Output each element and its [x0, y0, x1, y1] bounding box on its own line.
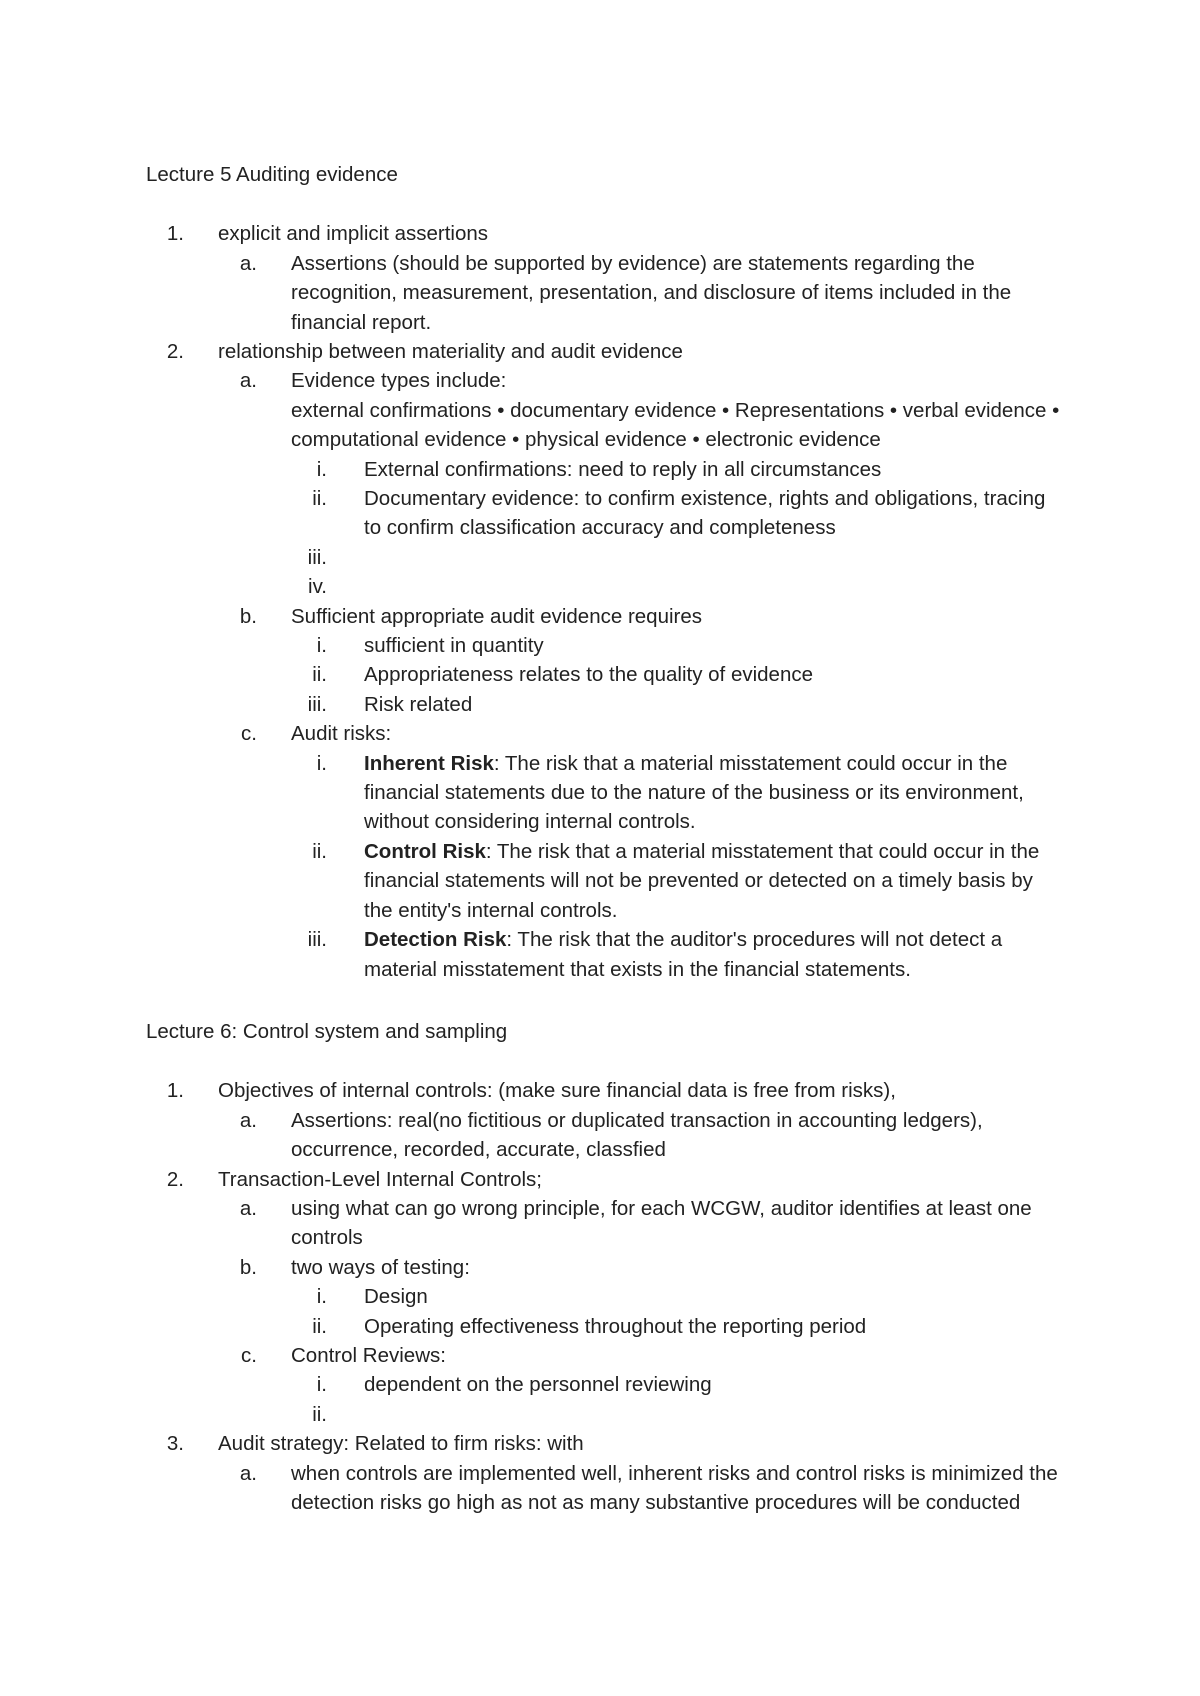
evidence-types-label: Evidence types include: [291, 369, 507, 393]
list-item: 3. Audit strategy: Related to firm risks: with [146, 1429, 1066, 1458]
list-item: iii. Risk related [146, 690, 1066, 719]
lecture-5-section [146, 160, 1066, 984]
list-item-text: Documentary evidence: to confirm existence, rights and obligations, tracing to confirm classification accuracy and completeness [364, 487, 1046, 540]
list-item: ii. Documentary evidence: to confirm existence, rights and obligations, tracing to confirm classification accuracy and completeness [146, 484, 1066, 543]
list-item-text: Objectives of internal controls: (make sure financial data is free from risks), [218, 1079, 896, 1103]
list-item-text [364, 837, 1066, 925]
list-item: c. Audit risks: [146, 719, 1066, 748]
list-item: a. Assertions: real(no fictitious or duplicated transaction in accounting ledgers), occurrence, recorded, accurate, classfied [146, 1106, 1066, 1165]
list-item: b. Sufficient appropriate audit evidence requires [146, 602, 1066, 631]
list-item-text: when controls are implemented well, inherent risks and control risks is minimized the detection risks go high as not as many substantive procedures will be conducted [291, 1461, 1058, 1515]
list-item-text: explicit and implicit assertions [218, 222, 489, 246]
list-item-text: Control Reviews: [291, 1344, 446, 1368]
list-item-text: Risk related [364, 692, 473, 716]
list-item-text: Design [364, 1285, 428, 1309]
list-item: a. Evidence types include: external confirmations • documentary evidence • Representations • verbal evidence • computational evidence • physical evidence • electronic evidence [146, 366, 1066, 454]
list-item-text [291, 366, 1066, 454]
list-item: b. two ways of testing: [146, 1253, 1066, 1282]
list-item: iv. [308, 575, 327, 599]
lecture-6-title: Lecture 6: Control system and sampling [146, 1020, 508, 1043]
lecture-5-title: Lecture 5 Auditing evidence [146, 163, 398, 186]
list-item-text: sufficient in quantity [364, 634, 544, 658]
list-item: ii. Operating effectiveness throughout the reporting period [146, 1312, 1066, 1341]
list-item: 1. Objectives of internal controls: (make sure financial data is free from risks), [146, 1076, 1066, 1105]
list-item-text: Audit strategy: Related to firm risks: with [218, 1432, 584, 1456]
list-item-text: Transaction-Level Internal Controls; [218, 1167, 542, 1191]
list-item-text [364, 749, 1066, 837]
definition-detection-risk: : The risk that the auditor's procedures will not detect a material misstatement that exists in the financial statements. [364, 928, 1003, 981]
list-item: i. External confirmations: need to reply in all circumstances [146, 455, 1066, 484]
list-item-text: relationship between materiality and audit evidence [218, 340, 683, 364]
definition-control-risk: : The risk that a material misstatement that could occur in the financial statements will not be prevented or detected on a timely basis by the entity's internal controls. [364, 839, 1040, 922]
list-item-text: Appropriateness relates to the quality of evidence [364, 663, 813, 687]
evidence-types-list: external confirmations • documentary evidence • Representations • verbal evidence • computational evidence • physical evidence • electronic evidence [291, 398, 1060, 452]
definition-inherent-risk: : The risk that a material misstatement could occur in the financial statements due to the nature of the business or its environment, without considering internal controls. [364, 751, 1024, 834]
list-item: iii. Detection Risk: The risk that the auditor's procedures will not detect a material misstatement that exists in the financial statements. [146, 925, 1066, 984]
list-item: c. Control Reviews: [146, 1341, 1066, 1370]
term-detection-risk: Detection Risk [364, 928, 507, 952]
list-item-text: External confirmations: need to reply in all circumstances [364, 457, 882, 481]
list-item: iii. [307, 545, 327, 569]
list-item: a. using what can go wrong principle, for each WCGW, auditor identifies at least one controls [146, 1194, 1066, 1253]
list-item-text: dependent on the personnel reviewing [364, 1373, 712, 1397]
list-item-text: Sufficient appropriate audit evidence requires [291, 604, 703, 628]
list-item: ii. [312, 1402, 327, 1426]
list-item: i. sufficient in quantity [146, 631, 1066, 660]
list-item: 2. Transaction-Level Internal Controls; [146, 1165, 1066, 1194]
list-item-text: two ways of testing: [291, 1255, 470, 1279]
list-item-text: Assertions (should be supported by evidence) are statements regarding the recognition, measurement, presentation, and disclosure of items included in the financial report. [291, 251, 1012, 334]
lecture-6-section [146, 1017, 1066, 1517]
list-item: i. dependent on the personnel reviewing [146, 1370, 1066, 1399]
term-inherent-risk: Inherent Risk [364, 751, 494, 775]
list-item: i. Inherent Risk: The risk that a material misstatement could occur in the financial statements due to the nature of the business or its environment, without considering internal controls. [146, 749, 1066, 837]
list-item: a. when controls are implemented well, inherent risks and control risks is minimized the detection risks go high as not as many substantive procedures will be conducted [146, 1459, 1066, 1518]
list-item-text: Assertions: real(no fictitious or duplicated transaction in accounting ledgers), occurrence, recorded, accurate, classfied [291, 1108, 983, 1162]
list-item: i. Design [146, 1282, 1066, 1311]
list-item: ii. Appropriateness relates to the quality of evidence [146, 660, 1066, 689]
term-control-risk: Control Risk [364, 839, 486, 863]
list-item: ii. Control Risk: The risk that a material misstatement that could occur in the financial statements will not be prevented or detected on a timely basis by the entity's internal controls. [146, 837, 1066, 925]
list-item-text [364, 925, 1066, 984]
list-item-text: Audit risks: [291, 722, 392, 746]
list-item-text: using what can go wrong principle, for each WCGW, auditor identifies at least one controls [291, 1197, 1032, 1250]
list-item-text: Operating effectiveness throughout the reporting period [364, 1314, 867, 1338]
list-item: 1. explicit and implicit assertions [146, 219, 1066, 248]
list-item: 2. relationship between materiality and audit evidence [146, 337, 1066, 366]
list-item: a. Assertions (should be supported by evidence) are statements regarding the recognition, measurement, presentation, and disclosure of items included in the financial report. [146, 249, 1066, 337]
